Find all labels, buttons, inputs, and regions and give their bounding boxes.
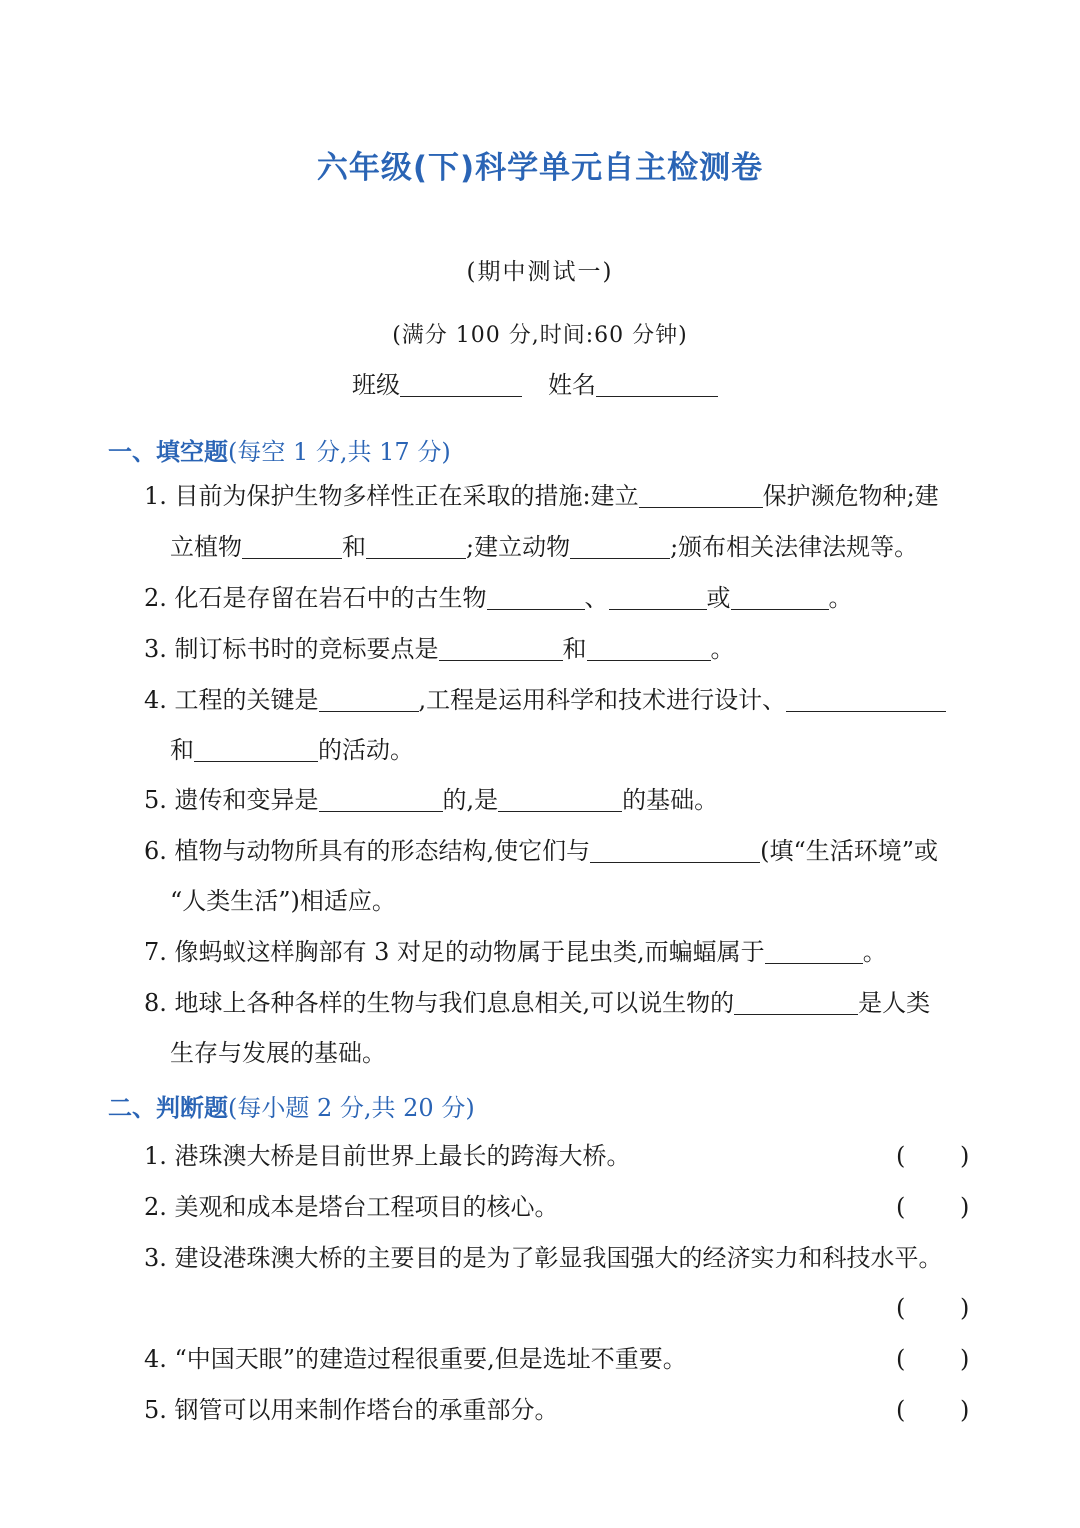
name-blank[interactable]: [596, 372, 718, 397]
answer-blank[interactable]: [439, 636, 563, 661]
question-text: 4. 工程的关键是: [144, 686, 319, 714]
question-text: 3. 制订标书时的竞标要点是: [144, 635, 439, 663]
question-text: 是人类: [858, 989, 931, 1017]
question-text: 1. 目前为保护生物多样性正在采取的措施:建立: [144, 482, 639, 510]
question-text: 立植物: [170, 533, 242, 561]
answer-blank[interactable]: [498, 787, 622, 812]
question-text: 和: [170, 736, 194, 764]
question-text: 生存与发展的基础。: [170, 1039, 386, 1067]
tf-question-3: 3. 建设港珠澳大桥的主要目的是为了彰显我国强大的经济实力和科技水平。: [144, 1244, 943, 1272]
question-text: 的,是: [442, 786, 499, 814]
score-info: (满分 100 分,时间:60 分钟): [392, 323, 688, 348]
question-text: ,工程是运用科学和技术进行设计、: [418, 686, 787, 714]
question-3: [144, 633, 735, 665]
answer-blank[interactable]: [242, 534, 342, 559]
student-info: [352, 365, 718, 400]
question-7: [144, 936, 887, 968]
section-fill-blank-heading: [108, 432, 451, 467]
class-blank[interactable]: [400, 372, 522, 397]
question-text: 。: [862, 938, 887, 966]
question-text: 或: [706, 584, 731, 612]
answer-blank[interactable]: [570, 534, 670, 559]
question-text: 、: [584, 584, 609, 612]
question-text: 的活动。: [318, 736, 414, 764]
tf-question-2: 2. 美观和成本是塔台工程项目的核心。: [144, 1193, 559, 1221]
question-1-continued: [170, 531, 918, 563]
answer-blank[interactable]: [639, 483, 763, 508]
section-true-false-heading: [108, 1088, 475, 1123]
question-8: [144, 987, 930, 1019]
answer-blank[interactable]: [487, 585, 585, 610]
section-note: (每空 1 分,共 17 分): [228, 438, 451, 466]
question-text: 2. 化石是存留在岩石中的古生物: [144, 584, 487, 612]
exam-subtitle: (期中测试一): [466, 259, 614, 285]
answer-blank[interactable]: [731, 585, 829, 610]
answer-blank[interactable]: [319, 787, 443, 812]
question-text: 的基础。: [622, 786, 719, 814]
class-label: 班级: [352, 371, 400, 399]
name-label: 姓名: [548, 371, 596, 399]
question-5: [144, 784, 718, 816]
question-text: ;建立动物: [466, 533, 571, 561]
question-text: 7. 像蚂蚁这样胸部有 3 对足的动物属于昆虫类,而蝙蝠属于: [144, 938, 765, 966]
question-text: 保护濒危物种;建: [762, 482, 939, 510]
question-text: 和: [342, 533, 366, 561]
answer-blank[interactable]: [590, 838, 760, 863]
tf-question-1: 1. 港珠澳大桥是目前世界上最长的跨海大桥。: [144, 1142, 631, 1170]
question-6-continued: [170, 885, 396, 917]
page-title: 六年级(下)科学单元自主检测卷: [316, 150, 764, 186]
tf-question-5: 5. 钢管可以用来制作塔台的承重部分。: [144, 1396, 559, 1424]
question-2: [144, 582, 853, 614]
question-text: 和: [562, 635, 587, 663]
question-text: 6. 植物与动物所具有的形态结构,使它们与: [144, 837, 591, 865]
tf-question-4: 4. “中国天眼”的建造过程很重要,但是选址不重要。: [144, 1345, 687, 1373]
question-1: [144, 480, 939, 512]
question-text: 。: [710, 635, 735, 663]
answer-blank[interactable]: [319, 687, 419, 712]
question-4: [144, 684, 946, 716]
answer-blank[interactable]: [609, 585, 707, 610]
answer-blank[interactable]: [366, 534, 466, 559]
question-text: “人类生活”)相适应。: [170, 887, 396, 915]
question-text: (填“生活环境”或: [760, 837, 939, 865]
answer-blank[interactable]: [734, 990, 858, 1015]
answer-blank[interactable]: [194, 737, 318, 762]
section-title: 二、判断题: [108, 1094, 228, 1122]
question-4-continued: [170, 734, 414, 766]
question-text: ;颁布相关法律法规等。: [670, 533, 919, 561]
question-8-continued: [170, 1037, 386, 1069]
question-text: 5. 遗传和变异是: [144, 786, 319, 814]
question-text: 。: [828, 584, 853, 612]
answer-blank[interactable]: [786, 687, 946, 712]
section-note: (每小题 2 分,共 20 分): [228, 1094, 475, 1122]
question-6: [144, 835, 938, 867]
section-title: 一、填空题: [108, 438, 228, 466]
question-text: 8. 地球上各种各样的生物与我们息息相关,可以说生物的: [144, 989, 735, 1017]
answer-blank[interactable]: [587, 636, 711, 661]
answer-blank[interactable]: [765, 939, 863, 964]
